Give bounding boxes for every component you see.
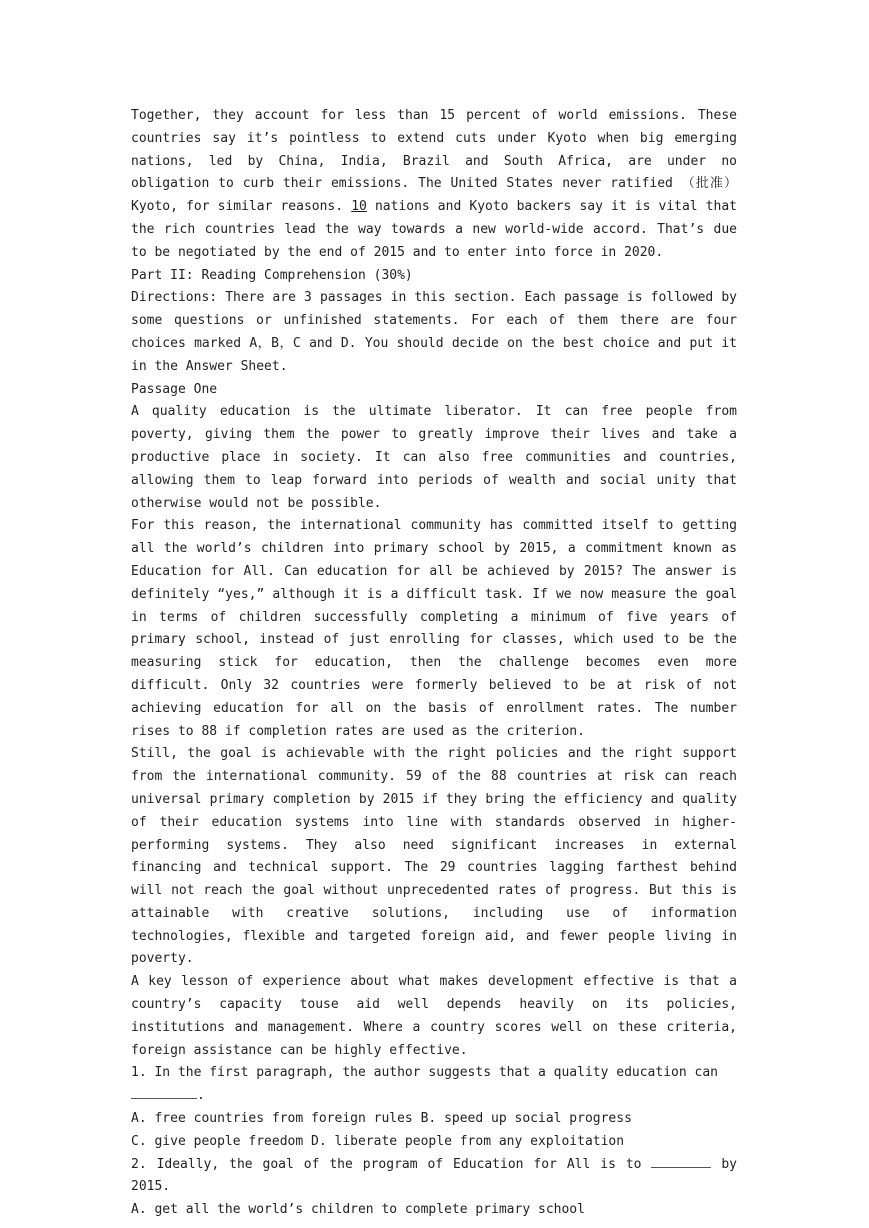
question-1-text: 1. In the first paragraph, the author suggests that a quality education can [131, 1065, 718, 1081]
question-2-text: 2. Ideally, the goal of the program of Education for All is to [131, 1156, 642, 1172]
question-2-stem [131, 1154, 737, 1200]
passage-paragraph-4: A key lesson of experience about what makes development effective is that a country’s capacity touse aid well depends heavily on its policies, institutions and management. Where a country scores well on these criteria, foreign assistance can be highly effective. [131, 974, 737, 1058]
passage-title: Passage One [131, 381, 218, 397]
document-page [131, 105, 737, 1222]
question-1-options-cd: C. give people freedom D. liberate people from any exploitation [131, 1133, 625, 1149]
intro-paragraph [131, 105, 737, 265]
blank-number-10: 10 [351, 199, 367, 215]
question-1-options-ab: A. free countries from foreign rules B. speed up social progress [131, 1111, 632, 1127]
passage-paragraph-3: Still, the goal is achievable with the right policies and the right support from the international community. 59 of the 88 countries at risk can reach universal primary completion by 2015 if they bring the efficiency and quality of their education systems into line with standards observed in higher-performing systems. They also need significant increases in external financing and technical support. The 29 countries lagging farthest behind will not reach the goal without unprecedented rates of progress. But this is attainable with creative solutions, including use of information technologies, flexible and targeted foreign aid, and fewer people living in poverty. [131, 746, 737, 967]
question-1-stem [131, 1062, 737, 1108]
passage-paragraph-1: A quality education is the ultimate liberator. It can free people from poverty, giving them the power to greatly improve their lives and take a productive place in society. It can also free communities and countries, allowing them to leap forward into periods of wealth and social unity that otherwise would not be possible. [131, 404, 737, 511]
answer-blank [131, 1086, 197, 1099]
question-1-end: . [197, 1088, 205, 1104]
answer-blank [651, 1155, 711, 1168]
question-2-end: by 2015. [131, 1156, 738, 1195]
question-2-option-a: A. get all the world’s children to complete primary school [131, 1202, 585, 1218]
intro-text-continued: nations and Kyoto backers say it is vital that the rich countries lead the way towards a new world-wide accord. That’s due to be negotiated by the end of 2015 and to enter into force in 2020. [131, 199, 738, 260]
part-heading: Part II: Reading Comprehension (30%) [131, 267, 413, 283]
directions-paragraph: Directions: There are 3 passages in this section. Each passage is followed by some questions or unfinished statements. For each of them there are four choices marked A，B，C and D. You should decide on the best choice and put it in the Answer Sheet. [131, 290, 737, 374]
intro-text: Together, they account for less than 15 percent of world emissions. These countries say it’s pointless to extend cuts under Kyoto when big emerging nations, led by China, India, Brazil and South Africa, are under no obligation to curb their emissions. The United States never ratified （批准）Kyoto, for similar reasons. [131, 108, 737, 215]
passage-paragraph-2: For this reason, the international community has committed itself to getting all the world’s children into primary school by 2015, a commitment known as Education for All. Can education for all be achieved by 2015? The answer is definitely “yes,” although it is a difficult task. If we now measure the goal in terms of children successfully completing a minimum of five years of primary school, instead of just enrolling for classes, which used to be the measuring stick for education, then the challenge becomes even more difficult. Only 32 countries were formerly believed to be at risk of not achieving education for all on the basis of enrollment rates. The number rises to 88 if completion rates are used as the criterion. [131, 518, 737, 739]
